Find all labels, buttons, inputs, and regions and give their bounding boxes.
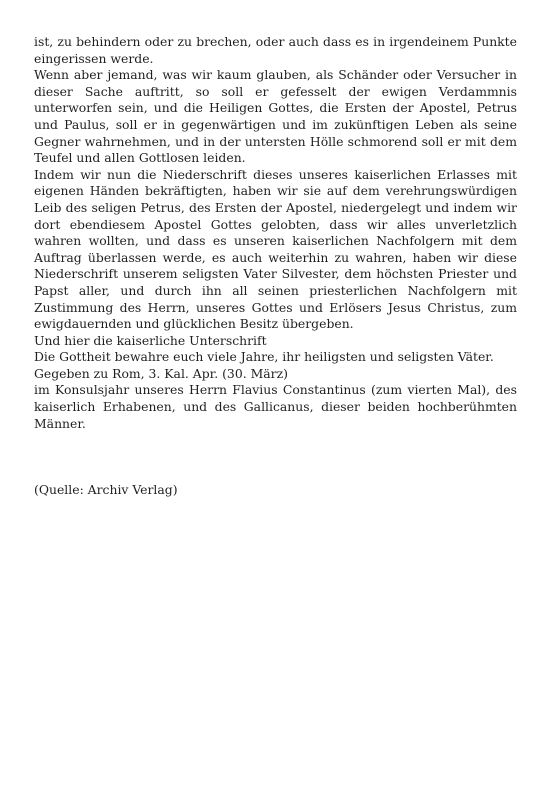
signature-line: Und hier die kaiserliche Unterschrift — [34, 332, 267, 348]
blessing-line: Die Gottheit bewahre euch viele Jahre, ihr heiligsten und seligsten Väter. — [34, 349, 494, 365]
document-page — [34, 34, 517, 499]
paragraph-deposit: Indem wir nun die Niederschrift dieses unseres kaiserlichen Erlasses mit eigenen Händen bekräftigten, haben wir sie auf dem verehrungswürdigen Leib des seligen Petrus, des Ersten der Apostel, niedergelegt und indem wir dort ebendiesem Apostel Gottes gelobten, dass wir alles unverletzlich wahren wollten, und dass es unseren kaiserlichen Nachfolgern mit dem Auftrag überlassen werde, es auch weiterhin zu wahren, haben wir diese Niederschrift unserem seligsten Vater Silvester, dem höchsten Priester und Papst aller, und durch ihn all seinen priesterlichen Nachfolgern mit Zustimmung des Herrn, unseres Gottes und Erlösers Jesus Christus, zum ewigdauernden und glücklichen Besitz übergeben. — [34, 166, 517, 332]
source-note: (Quelle: Archiv Verlag) — [34, 482, 178, 498]
paragraph-continuation: ist, zu behindern oder zu brechen, oder auch dass es in irgendeinem Punkte eingerissen werde. — [34, 34, 517, 66]
paragraph-curse: Wenn aber jemand, was wir kaum glauben, als Schänder oder Versucher in dieser Sache auftritt, so soll er gefesselt der ewigen Verdammnis unterworfen sein, und die Heiligen Gottes, die Ersten der Apostel, Petrus und Paulus, soll er in gegenwärtigen und im zukünftigen Leben als seine Gegner wahrnehmen, und in der untersten Hölle schmorend soll er mit dem Teufel und allen Gottlosen leiden. — [34, 67, 517, 166]
date-line: Gegeben zu Rom, 3. Kal. Apr. (30. März) — [34, 365, 288, 381]
consul-line: im Konsulsjahr unseres Herrn Flavius Constantinus (zum vierten Mal), des kaiserlich Erhabenen, und des Gallicanus, dieser beiden hochberühmten Männer. — [34, 382, 517, 431]
